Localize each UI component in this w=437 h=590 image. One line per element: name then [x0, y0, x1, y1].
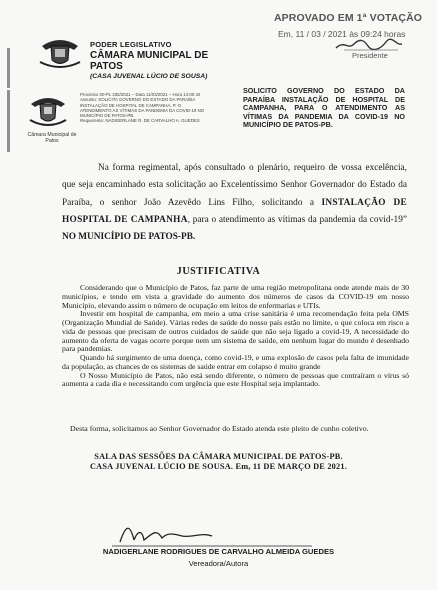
subject-heading: SOLICITO GOVERNO DO ESTADO DA PARAÍBA INSTALAÇÃO DE HOSPITAL DE CAMPANHA, PARA O ATENDIMENTO AS VÍTIMAS DA PANDEMIA DA COVID-19 NO MUNICÍPIO DE PATOS-PB. — [243, 86, 405, 130]
protocol-line-3: Requerente: NADIGERLANE R. DE CARVALHO A. GUEDES — [80, 118, 200, 124]
signatory-role: Vereadora/Autora — [188, 559, 249, 568]
intro-paragraph — [62, 160, 407, 246]
protocol-line-1: Processo 00-PL 335/2021 – Data 11/03/2021 – Hora 14:00:42 — [80, 92, 201, 97]
header-line-1: PODER LEGISLATIVO — [90, 40, 172, 49]
coat-of-arms-logo — [38, 36, 82, 70]
handwritten-signature-icon — [112, 520, 312, 548]
stamp-signature-icon — [334, 38, 404, 52]
institution-header — [90, 40, 240, 80]
header-line-3: (CASA JUVENAL LÚCIO DE SOUSA) — [90, 73, 208, 80]
signatory-name: NADIGERLANE RODRIGUES DE CARVALHO ALMEIDA GUEDES — [102, 547, 335, 556]
intro-emphasis-2: NO MUNICÍPIO DE PATOS-PB. — [62, 232, 196, 243]
margin-mark — [7, 48, 10, 88]
sala-line-1: SALA DAS SESSÕES DA CÂMARA MUNICIPAL DE PATOS-PB. — [94, 452, 343, 461]
seal-caption: Câmara Municipal de Patos — [27, 132, 77, 144]
body-paragraph: Investir em hospital de campanha, em meio a uma crise sanitária é uma recomendação feita pela OMS (Organização Mundial de Saúde). Várias redes de saúde do nosso país estão no limite, o que coloca em risco a vida de pessoas que precisam de outros cuidados de saúde que não seja ligado a covid-19, A necessidade do aumento da oferta de vagas ocorre porque nem um sistema de saúde, em nenhum lugar do mundo é desenhado para pandemias. — [62, 309, 409, 354]
sala-line-2: CASA JUVENAL LÚCIO DE SOUSA. Em, 11 DE MARÇO DE 2021. — [89, 462, 347, 471]
justificativa-body — [62, 284, 409, 389]
approval-stamp — [272, 10, 428, 60]
intro-text-1: Na forma regimental, após consultado o plenário, requeiro de vossa excelência, que seja encaminhado esta solicitação ao Excelentíssimo Senhor Governador do Estado da Paraíba, o senhor João Azevêdo Lins Filho, solicitando a — [62, 163, 407, 208]
body-paragraph: O Nosso Município de Patos, não está sendo diferente, o número de pessoas que contraíram o vírus só aumenta a cada dia e necessitando com urgência que este Hospital seja implantado. — [62, 370, 409, 389]
body-paragraph: Considerando que o Município de Patos, faz parte de uma região metropolitana onde atende mais de 30 municípios, e tendo em vista a gravidade do aumento dos números de casos da COVID-19 em nosso Município, elevando assim o número de ocupação em leitos de enfermarias e UTIs. — [62, 283, 409, 310]
margin-mark — [7, 90, 10, 152]
body-paragraph: Quando há surgimento de uma doença, como covid-19, e uma explosão de casos pela falta de imunidade da população, as chances de os sistemas de saúde entrar em colapso é muito grande — [62, 353, 409, 371]
header-line-2: CÂMARA MUNICIPAL DE PATOS — [90, 50, 209, 72]
intro-emphasis-1: INSTALAÇÃO DE HOSPITAL DE CAMPANHA — [62, 197, 407, 225]
stamp-role: Presidente — [352, 51, 388, 60]
protocol-seal-icon — [28, 92, 68, 130]
closing-paragraph: Desta forma, solicitamos ao Senhor Governador do Estado atenda este pleito de cunho coletivo. — [70, 424, 369, 433]
protocol-line-2: Assunto: SOLICITA GOVERNO DO ESTADO DA PARAÍBA INSTALAÇÃO DE HOSPITAL DE CAMPANHA, P. O ATENDIMENTO AS VÍTIMAS DA PANDEMIA DA COVID-19 NO MUNICÍPIO DE PATOS-PB. — [80, 97, 205, 119]
justificativa-title: JUSTIFICATIVA — [176, 266, 261, 277]
stamp-date: Em, 11 / 03 / 2021 às 09:24 horas — [278, 29, 406, 39]
intro-text-2: , para o atendimento as vítimas da pandemia da covid-19” — [187, 214, 407, 225]
session-location — [0, 452, 437, 472]
protocol-block — [80, 92, 208, 124]
stamp-title: APROVADO EM 1ª VOTAÇÃO — [274, 12, 423, 24]
